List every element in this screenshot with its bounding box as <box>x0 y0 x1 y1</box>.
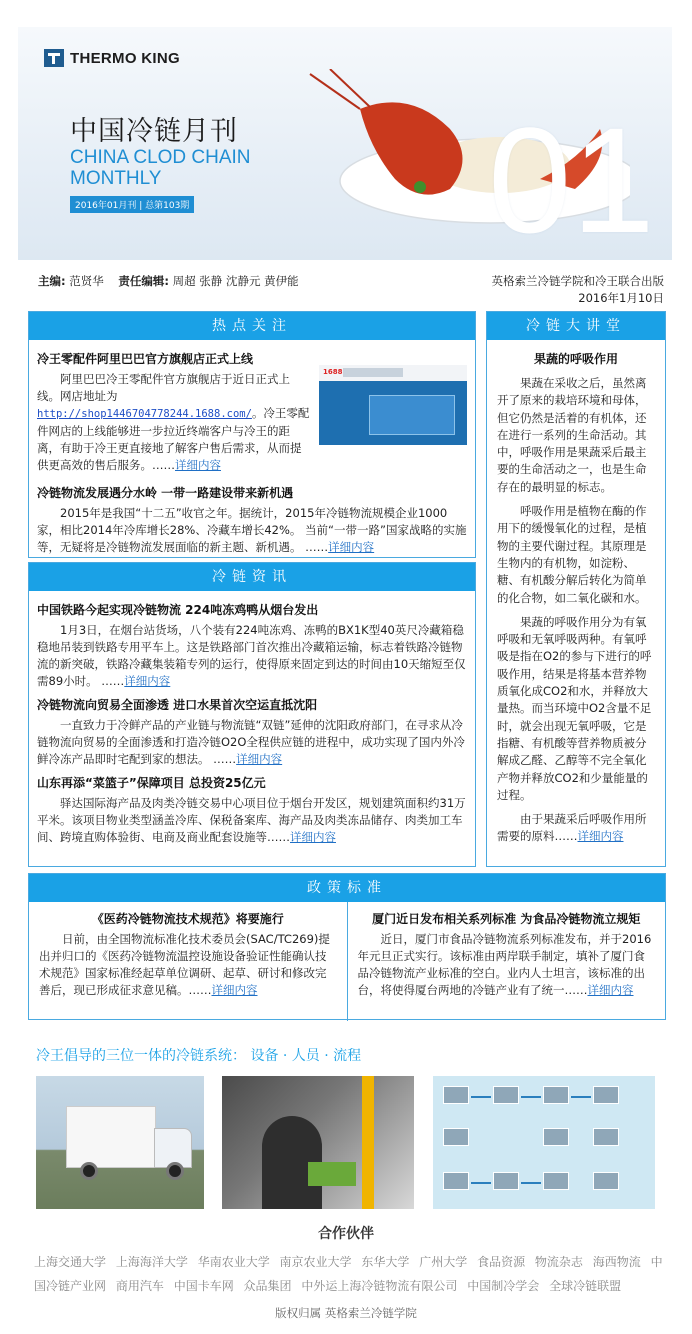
three-in-one-title: 冷王倡导的三位一体的冷链系统： 设备 · 人员 · 流程 <box>36 1048 362 1064</box>
read-more-link[interactable]: 详细内容 <box>211 983 258 997</box>
article-body: 阿里巴巴冷王零配件官方旗舰店于近日正式上线。网店地址为 http://shop1446704778244.1688.com/。冷王零配件网店的上线能够进一步拉近终端客户与冷王的距离，有助于冷王更直接地了解客户售后需求，从而提供更高效的售后服务。……详细内容 <box>37 372 310 472</box>
article-body: 驿达国际海产品及肉类冷链交易中心项目位于烟台开发区，规划建筑面积约31万平米。该项目物业类型涵盖冷库、保税备案库、海产品及肉类冻品储存、肉类加工车间、跨境直购体验街、电商及商业配套设施等……详细内容 <box>37 796 466 844</box>
logo-text: THERMO KING <box>70 49 180 67</box>
partner-link[interactable]: 众品集团 <box>243 1279 292 1293</box>
process-step-image <box>543 1172 569 1190</box>
partner-link[interactable]: 中外运上海冷链物流有限公司 <box>301 1279 458 1293</box>
chief-editor-label: 主编: <box>38 274 66 288</box>
process-step-image <box>593 1128 619 1146</box>
article-body: 一直致力于冷鲜产品的产业链与物流链“双链”延伸的沈阳政府部门，在寻求从冷链物流向贸易的全面渗透和打造冷链O2O全程供应链的进程中，成功实现了国内外冷鲜冷冻产品即时宅配到家的想法。 ……详细内容 <box>37 718 465 766</box>
magazine-title-en <box>70 147 280 189</box>
publication-info <box>492 273 665 307</box>
article-title[interactable]: 果蔬的呼吸作用 <box>533 352 618 366</box>
process-step-image <box>443 1172 469 1190</box>
partner-link[interactable]: 中国冷链产业网 <box>34 1255 663 1293</box>
read-more-link[interactable]: 详细内容 <box>290 830 336 844</box>
article-body: 近日，厦门市食品冷链物流系列标准发布，并于2016年元旦正式实行。该标准由两岸联手制定，填补了厦门食品冷链物流产业标准的空白。业内人士坦言，该标准的出台，将使得厦台两地的冷链产业有了统一……详细内容 <box>357 932 652 997</box>
lecture-paragraph: 果蔬在采收之后，虽然离开了原来的栽培环境和母体，但它仍然是活着的有机体，还在进行一系列的生命活动。其中，呼吸作用是果蔬采后最主要的生命活动之一，也是生命存在的最明显的标志。 <box>497 376 647 494</box>
shop-url-link[interactable]: http://shop1446704778244.1688.com/ <box>37 408 252 420</box>
thermo-king-logo-icon <box>44 49 64 67</box>
worker-forklift-photo <box>222 1076 414 1209</box>
magazine-title-en-line1: CHINA CLOD CHAIN <box>70 147 251 168</box>
process-arrow <box>521 1182 541 1184</box>
read-more-link[interactable]: 详细内容 <box>587 983 634 997</box>
partner-link[interactable]: 食品资源 <box>477 1255 526 1269</box>
partner-link[interactable]: 全球冷链联盟 <box>549 1279 622 1293</box>
refrigerated-truck-photo <box>36 1076 204 1209</box>
truck-body-shape <box>66 1106 156 1168</box>
garnish-shape <box>414 181 426 193</box>
cold-chain-process-diagram <box>433 1076 655 1209</box>
partner-link[interactable]: 中国卡车网 <box>173 1279 234 1293</box>
policy-standards-section <box>28 873 666 1020</box>
partner-link[interactable]: 上海交通大学 <box>34 1255 107 1269</box>
partners-title: 合作伙伴 <box>318 1226 374 1242</box>
cold-chain-lecture-title: 冷链大讲堂 <box>487 312 665 340</box>
issue-number: 01 <box>488 96 655 260</box>
process-arrow <box>571 1096 591 1098</box>
hot-topics-title: 热点关注 <box>29 312 475 340</box>
copyright-text: 版权归属 英格索兰冷链学院 <box>275 1306 417 1320</box>
publish-date: 2016年1月10日 <box>578 291 664 305</box>
read-more-link[interactable]: 详细内容 <box>236 752 283 766</box>
policy-article <box>29 902 347 1021</box>
responsible-editors-label: 责任编辑: <box>118 274 169 288</box>
aliyun-shop-screenshot[interactable] <box>319 365 467 445</box>
read-more-link[interactable]: 详细内容 <box>124 674 171 688</box>
partners-list <box>34 1250 664 1298</box>
lecture-paragraph: 由于果蔬采后呼吸作用所需要的原料……详细内容 <box>497 812 647 844</box>
editors-line <box>38 273 299 289</box>
publisher-text: 英格索兰冷链学院和冷王联合出版 <box>491 274 664 288</box>
article-title[interactable]: 冷王零配件阿里巴巴官方旗舰店正式上线 <box>37 352 254 366</box>
issue-badge: 2016年01月刊 | 总第103期 <box>70 196 194 213</box>
truck-wheel-shape <box>80 1162 98 1180</box>
article-title[interactable]: 冷链物流发展遇分水岭 一带一路建设带来新机遇 <box>37 486 294 500</box>
policy-standards-title: 政策标准 <box>29 874 665 902</box>
process-step-image <box>593 1086 619 1104</box>
process-step-image <box>543 1086 569 1104</box>
cold-chain-news-title: 冷链资讯 <box>29 563 475 591</box>
partner-link[interactable]: 广州大学 <box>419 1255 468 1269</box>
process-step-image <box>593 1172 619 1190</box>
forklift-mast-shape <box>362 1076 374 1209</box>
shop-img-label: 1688 <box>323 368 343 376</box>
article-title[interactable]: 冷链物流向贸易全面渗透 进口水果首次空运直抵沈阳 <box>37 698 318 712</box>
article-body: 日前，由全国物流标准化技术委员会(SAC/TC269)提出并归口的《医药冷链物流温控设施设备验证性能确认技术规范》国家标准经起草单位调研、起草、研讨和修改完善后，现已形成征求意见稿。……详细内容 <box>39 932 330 997</box>
process-step-image <box>493 1086 519 1104</box>
process-step-image <box>443 1086 469 1104</box>
hot-topics-section <box>28 311 476 558</box>
article-body: 2015年是我国“十二五”收官之年。据统计，2015年冷链物流规模企业1000家，相比2014年冷库增长28%、冷藏车增长42%。 当前“一带一路”国家战略的实施等，无疑将是冷链物流发展面临的新主题、新机遇。 ……详细内容 <box>37 506 467 554</box>
article-body: 1月3日，在烟台站货场，八个装有224吨冻鸡、冻鸭的BX1K型40英尺冷藏箱稳稳地吊装到铁路专用平车上。这是铁路部门首次推出冷藏箱运输，标志着铁路冷链物流的新突破，铁路冷藏集装箱专列的运行，使得原来固定到达的时间由10天缩短至仅需89小时。 ……详细内容 <box>37 623 466 688</box>
process-step-image <box>543 1128 569 1146</box>
partner-link[interactable]: 物流杂志 <box>534 1255 583 1269</box>
partner-link[interactable]: 上海海洋大学 <box>115 1255 188 1269</box>
article-title[interactable]: 中国铁路今起实现冷链物流 224吨冻鸡鸭从烟台发出 <box>37 603 319 617</box>
process-arrow <box>471 1182 491 1184</box>
partner-link[interactable]: 南京农业大学 <box>279 1255 352 1269</box>
read-more-link[interactable]: 详细内容 <box>577 829 624 844</box>
thermo-king-logo[interactable] <box>44 49 180 67</box>
magazine-title-cn: 中国冷链月刊 <box>70 116 238 147</box>
process-step-image <box>443 1128 469 1146</box>
responsible-editors-names: 周超 张静 沈静元 黄伊能 <box>172 274 299 288</box>
lecture-paragraph: 果蔬的呼吸作用分为有氧呼吸和无氧呼吸两种。有氧呼吸是指在O2的参与下进行的呼吸作用，结果是将基本营养物质氧化成CO2和水，并释放大量热。而当环境中O2含量不足时，就会出现无氧呼吸，它是指糖、有机酸等营养物质被分解成乙醛、乙醇等不完全氧化产物并释放CO2和少量能量的过程。 <box>497 614 652 802</box>
article-title[interactable]: 《医药冷链物流技术规范》将要施行 <box>91 912 284 926</box>
header-banner <box>18 27 672 260</box>
article-title[interactable]: 厦门近日发布相关系列标准 为食品冷链物流立规矩 <box>372 912 641 926</box>
cold-chain-news-section <box>28 562 476 867</box>
partner-link[interactable]: 东华大学 <box>361 1255 410 1269</box>
partner-link[interactable]: 海西物流 <box>592 1255 641 1269</box>
truck-wheel-shape <box>166 1162 184 1180</box>
chief-editor-name: 范贤华 <box>69 274 104 288</box>
magazine-title-en-line2: MONTHLY <box>70 168 162 189</box>
read-more-link[interactable]: 详细内容 <box>175 458 221 472</box>
vegetable-crate-shape <box>308 1162 356 1186</box>
partner-link[interactable]: 中国制冷学会 <box>467 1279 540 1293</box>
cold-chain-lecture-section <box>486 311 666 867</box>
process-arrow <box>471 1096 491 1098</box>
read-more-link[interactable]: 详细内容 <box>328 540 375 554</box>
partner-link[interactable]: 商用汽车 <box>115 1279 164 1293</box>
partner-link[interactable]: 华南农业大学 <box>197 1255 270 1269</box>
process-step-image <box>493 1172 519 1190</box>
policy-article <box>347 902 666 1021</box>
article-title[interactable]: 山东再添“菜篮子”保障项目 总投资25亿元 <box>37 776 266 790</box>
lecture-paragraph: 呼吸作用是植物在酶的作用下的缓慢氧化的过程，是植物的主要代谢过程。其原理是生物内的有机物，如淀粉、糖、有机酸分解后转化为简单的化合物，如二氧化碳和水。 <box>497 504 647 605</box>
process-arrow <box>521 1096 541 1098</box>
